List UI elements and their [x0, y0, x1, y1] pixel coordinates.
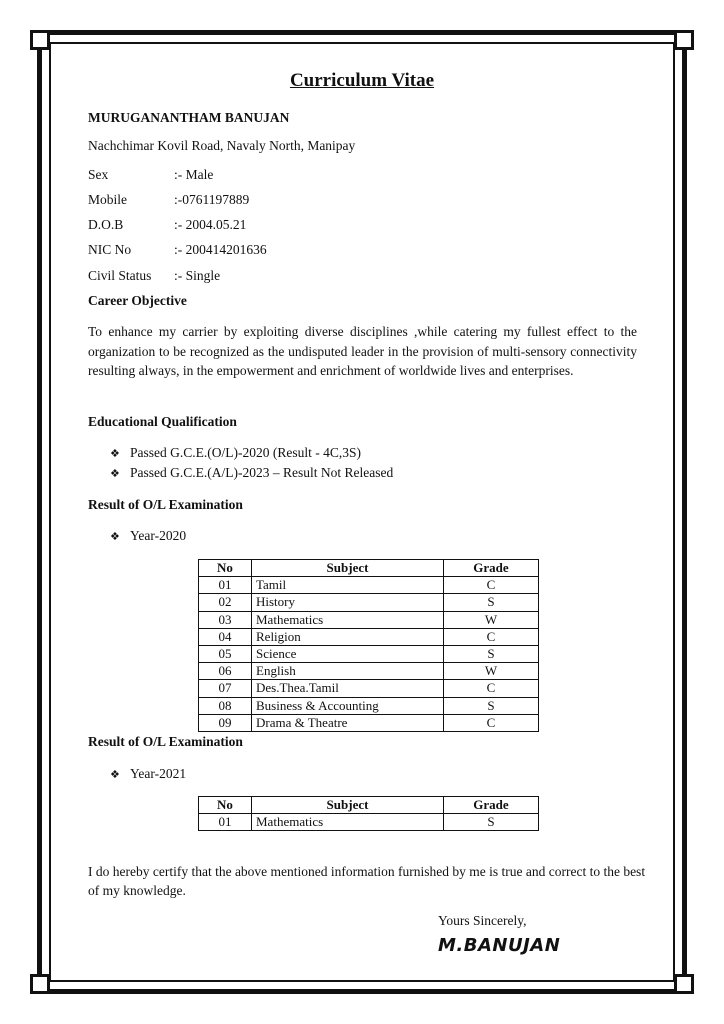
- info-value: :- 2004.05.21: [174, 217, 247, 232]
- table-row: [199, 594, 539, 611]
- cell-no: 09: [199, 714, 252, 731]
- info-label: Sex: [88, 167, 109, 182]
- info-label: Civil Status: [88, 268, 152, 283]
- education-heading: Educational Qualification: [88, 414, 237, 429]
- table-row: [199, 663, 539, 680]
- ol-results-heading-2021: Result of O/L Examination: [88, 734, 243, 749]
- cell-no: 08: [199, 697, 252, 714]
- info-row-sex: [88, 167, 213, 183]
- table-row: [199, 697, 539, 714]
- border-corner-top-right: [674, 30, 694, 50]
- cell-subject: History: [252, 594, 444, 611]
- page-border-bottom: [37, 989, 687, 994]
- info-value: :-0761197889: [174, 192, 250, 207]
- info-row-nic: [88, 242, 267, 258]
- info-label: D.O.B: [88, 217, 124, 232]
- cell-no: 01: [199, 577, 252, 594]
- cell-grade: C: [444, 628, 539, 645]
- cell-grade: S: [444, 594, 539, 611]
- cell-grade: S: [444, 645, 539, 662]
- page-border-inner-top: [49, 42, 675, 44]
- page-border-inner-bottom: [49, 980, 675, 982]
- cell-subject: Tamil: [252, 577, 444, 594]
- cell-grade: W: [444, 611, 539, 628]
- career-objective-heading: Career Objective: [88, 293, 187, 308]
- header-no: No: [199, 797, 252, 814]
- education-item: [110, 445, 361, 461]
- border-corner-bottom-left: [30, 974, 50, 994]
- cell-no: 05: [199, 645, 252, 662]
- signature: M.BANUJAN: [438, 935, 561, 956]
- cell-no: 06: [199, 663, 252, 680]
- cell-grade: C: [444, 577, 539, 594]
- cell-subject: Science: [252, 645, 444, 662]
- career-objective-text: To enhance my carrier by exploiting diverse disciplines ,while catering my fullest effect to the organization to be recognized as the undisputed leader in the provision of multi-sensory connectivity resulting always, in the empowerment and enrichment of worldwide lives and enterprises.: [88, 324, 637, 378]
- info-label: NIC No: [88, 242, 132, 257]
- info-value: :- 200414201636: [174, 242, 267, 257]
- diamond-bullet-icon: ❖: [110, 530, 120, 543]
- results-table-2021: [198, 796, 539, 831]
- education-item: [110, 465, 393, 481]
- table-row: [199, 628, 539, 645]
- table-row: [199, 611, 539, 628]
- certification-statement: I do hereby certify that the above mentioned information furnished by me is true and correct to the best of my knowledge.: [88, 864, 646, 898]
- education-item-text: Passed G.C.E.(O/L)-2020 (Result - 4C,3S): [130, 445, 361, 460]
- cell-no: 03: [199, 611, 252, 628]
- diamond-bullet-icon: ❖: [110, 447, 120, 460]
- info-value: :- Single: [174, 268, 221, 283]
- education-item-text: Passed G.C.E.(A/L)-2023 – Result Not Released: [130, 465, 394, 480]
- page-border-top: [37, 30, 687, 35]
- info-row-mobile: [88, 192, 249, 208]
- table-row: [199, 577, 539, 594]
- year-label: Year-2020: [130, 528, 187, 543]
- info-value: :- Male: [174, 167, 214, 182]
- cell-subject: Business & Accounting: [252, 697, 444, 714]
- border-corner-bottom-right: [674, 974, 694, 994]
- diamond-bullet-icon: ❖: [110, 768, 120, 781]
- cell-no: 07: [199, 680, 252, 697]
- header-subject: Subject: [252, 797, 444, 814]
- results-table-2020: [198, 559, 539, 732]
- table-row: [199, 814, 539, 831]
- cell-grade: S: [444, 814, 539, 831]
- cell-subject: Des.Thea.Tamil: [252, 680, 444, 697]
- table-header-row: [199, 560, 539, 577]
- applicant-address: Nachchimar Kovil Road, Navaly North, Manipay: [88, 138, 356, 153]
- border-corner-top-left: [30, 30, 50, 50]
- table-header-row: [199, 797, 539, 814]
- cell-subject: Drama & Theatre: [252, 714, 444, 731]
- document-title: Curriculum Vitae: [289, 70, 435, 91]
- info-row-civil-status: [88, 268, 220, 284]
- page-border-inner-left: [49, 42, 51, 982]
- page-border-inner-right: [673, 42, 675, 982]
- cell-subject: Religion: [252, 628, 444, 645]
- header-no: No: [199, 560, 252, 577]
- info-row-dob: [88, 217, 246, 233]
- cell-no: 04: [199, 628, 252, 645]
- year-item-2021: [110, 766, 186, 782]
- year-item-2020: [110, 528, 186, 544]
- cell-subject: Mathematics: [252, 814, 444, 831]
- applicant-name: MURUGANANTHAM BANUJAN: [88, 110, 290, 125]
- closing-text: Yours Sincerely,: [438, 913, 527, 928]
- table-row: [199, 680, 539, 697]
- cell-subject: Mathematics: [252, 611, 444, 628]
- cell-grade: W: [444, 663, 539, 680]
- ol-results-heading-2020: Result of O/L Examination: [88, 497, 243, 512]
- diamond-bullet-icon: ❖: [110, 467, 120, 480]
- page-border-right: [682, 30, 687, 994]
- cell-grade: S: [444, 697, 539, 714]
- header-grade: Grade: [444, 560, 539, 577]
- table-row: [199, 714, 539, 731]
- header-subject: Subject: [252, 560, 444, 577]
- cell-no: 01: [199, 814, 252, 831]
- table-row: [199, 645, 539, 662]
- cell-no: 02: [199, 594, 252, 611]
- header-grade: Grade: [444, 797, 539, 814]
- cell-subject: English: [252, 663, 444, 680]
- cell-grade: C: [444, 680, 539, 697]
- year-label: Year-2021: [130, 766, 187, 781]
- cell-grade: C: [444, 714, 539, 731]
- info-label: Mobile: [88, 192, 127, 207]
- page-border-left: [37, 30, 42, 994]
